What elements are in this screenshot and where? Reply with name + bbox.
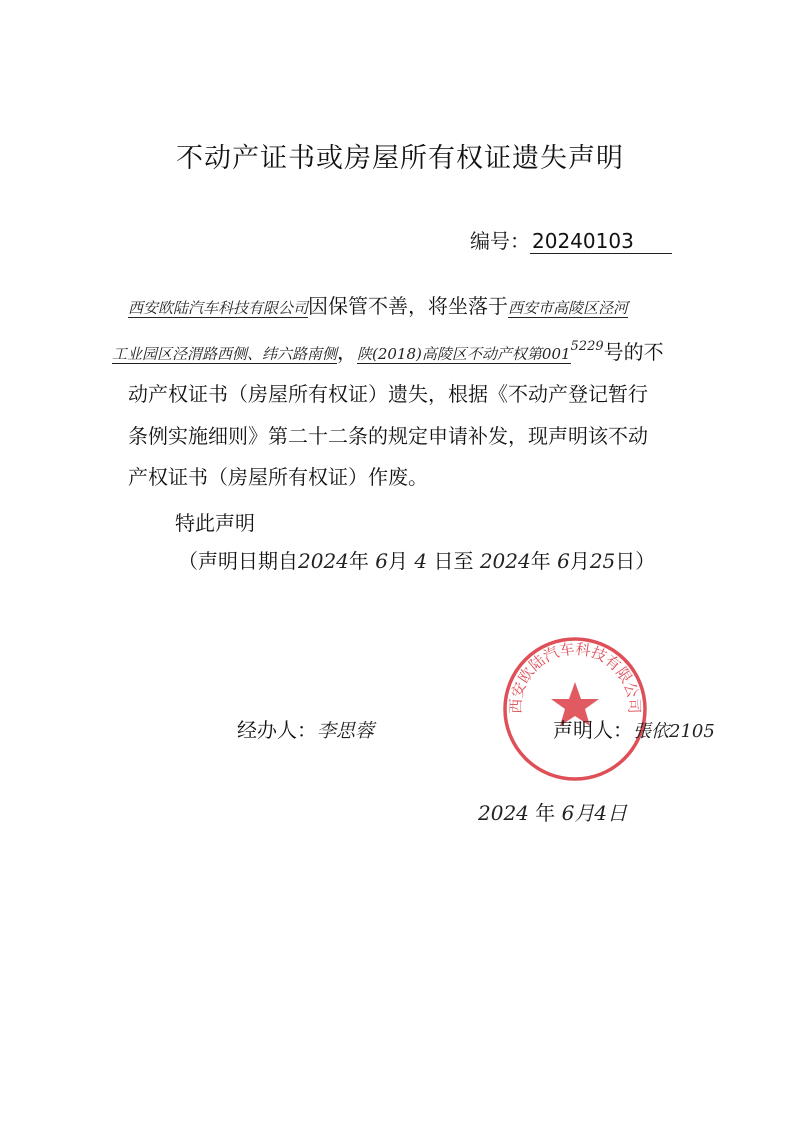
location-part-2: 工业园区泾渭路西侧、纬六路南侧 <box>112 345 338 363</box>
body-line-5: 产权证书（房屋所有权证）作废。 <box>128 465 428 489</box>
declarant-label: 声明人： <box>553 718 633 742</box>
document-title: 不动产证书或房屋所有权证遗失声明 <box>176 143 624 174</box>
month-label-2: 月 <box>569 549 590 573</box>
start-month: 6 <box>375 549 388 573</box>
body-line-2 <box>112 336 664 365</box>
body-line-1 <box>128 290 628 319</box>
body-line-3: 动产权证书（房屋所有权证）遗失，根据《不动产登记暂行 <box>128 382 648 406</box>
separator: ， <box>337 340 358 364</box>
number-label: 编号： <box>470 229 530 253</box>
certificate-number: 陕(2018)高陵区不动产权第001 <box>357 345 571 363</box>
year-label-2: 年 <box>530 549 551 573</box>
body-text-2: 号的不 <box>603 340 664 364</box>
certificate-superscript: 5229 <box>570 339 604 354</box>
number-value-field <box>530 229 672 254</box>
sign-year-label: 年 <box>535 801 556 825</box>
handler-label: 经办人： <box>237 718 317 742</box>
sign-month-day: 6月4日 <box>561 801 628 825</box>
body-line-4: 条例实施细则》第二十二条的规定申请补发，现声明该不动 <box>128 424 648 448</box>
location-part-1: 西安市高陵区泾河 <box>508 299 629 317</box>
declarant-signature: 張依2105 <box>633 721 715 742</box>
end-day: 25 <box>589 549 616 573</box>
number-value: 20240103 <box>532 229 634 253</box>
seal-text: 西安欧陆汽车科技有限公司 <box>506 639 644 714</box>
period-prefix: （声明日期自 <box>178 549 298 573</box>
period-suffix: 日） <box>615 549 656 573</box>
closing-statement: 特此声明 <box>175 511 255 535</box>
sign-year: 2024 <box>478 801 529 825</box>
start-day: 4 <box>414 549 428 573</box>
applicant-name: 西安欧陆汽车科技有限公司 <box>128 299 309 317</box>
month-label: 月 <box>388 549 408 573</box>
declarant-row <box>553 714 715 743</box>
year-label: 年 <box>348 549 369 573</box>
declaration-period <box>178 545 655 574</box>
day-to: 日至 <box>433 549 474 573</box>
end-month: 6 <box>557 549 570 573</box>
body-text-1: 因保管不善，将坐落于 <box>308 294 509 318</box>
handler-row <box>237 714 374 743</box>
sign-date <box>478 797 627 826</box>
company-seal-icon <box>500 634 650 784</box>
document-number <box>470 225 672 254</box>
handler-signature: 李思蓉 <box>317 720 375 742</box>
end-year: 2024 <box>479 549 531 573</box>
start-year: 2024 <box>298 549 349 573</box>
